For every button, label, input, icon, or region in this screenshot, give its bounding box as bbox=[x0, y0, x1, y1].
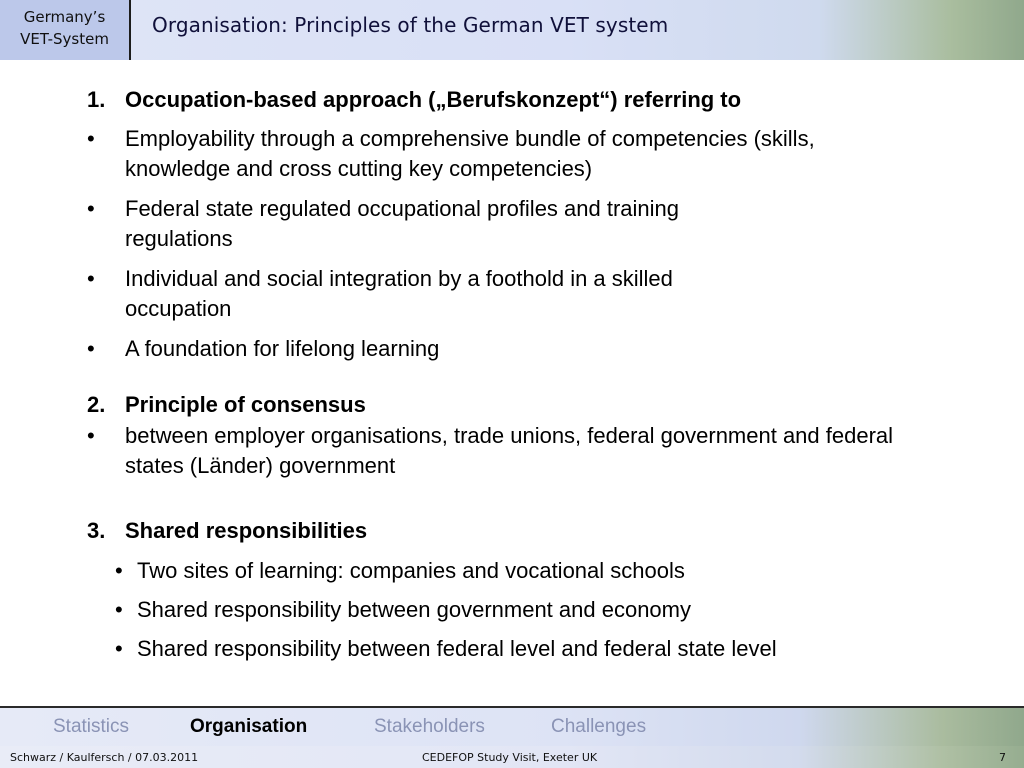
nav-item-stakeholders[interactable]: Stakeholders bbox=[374, 716, 485, 737]
page-number: 7 bbox=[999, 751, 1006, 764]
bullet-icon: • bbox=[115, 636, 123, 661]
bullet-icon: • bbox=[87, 336, 95, 361]
list-item bbox=[87, 421, 894, 481]
list-item-text: between employer organisations, trade unions, federal government and federal states (Länder) government bbox=[125, 423, 894, 478]
footer-event: CEDEFOP Study Visit, Exeter UK bbox=[422, 751, 598, 764]
nav-item-statistics[interactable]: Statistics bbox=[53, 716, 130, 737]
list-item bbox=[115, 556, 685, 586]
section-tag-line2: VET-System bbox=[20, 30, 109, 48]
section-1-number: 1. bbox=[87, 87, 106, 112]
slide-title: Organisation: Principles of the German VET system bbox=[152, 13, 669, 37]
nav-item-challenges[interactable]: Challenges bbox=[551, 716, 647, 737]
section-1-heading bbox=[87, 87, 741, 113]
bullet-icon: • bbox=[87, 126, 95, 151]
list-item-text: Employability through a comprehensive bundle of competencies (skills, knowledge and cross cutting key competencies) bbox=[125, 126, 815, 181]
slide-header bbox=[0, 0, 1024, 60]
bullet-icon: • bbox=[115, 597, 123, 622]
list-item-text: Two sites of learning: companies and vocational schools bbox=[137, 558, 685, 583]
section-tag bbox=[0, 0, 131, 60]
section-1-title: Occupation-based approach („Berufskonzept“) referring to bbox=[125, 87, 742, 112]
list-item bbox=[115, 595, 691, 625]
list-item-text: Individual and social integration by a foothold in a skilled occupation bbox=[125, 266, 673, 321]
bullet-icon: • bbox=[115, 558, 123, 583]
bullet-icon: • bbox=[87, 423, 95, 448]
section-3-heading bbox=[87, 518, 367, 544]
section-3-number: 3. bbox=[87, 518, 106, 543]
list-item-text: Federal state regulated occupational profiles and training regulations bbox=[125, 196, 680, 251]
section-3-title: Shared responsibilities bbox=[125, 518, 368, 543]
list-item bbox=[115, 634, 777, 664]
nav-item-organisation[interactable]: Organisation bbox=[190, 716, 308, 737]
footer-author-date: Schwarz / Kaulfersch / 07.03.2011 bbox=[10, 751, 199, 764]
list-item-text: Shared responsibility between federal level and federal state level bbox=[137, 636, 777, 661]
list-item bbox=[87, 334, 887, 364]
list-item bbox=[87, 194, 887, 254]
list-item-text: A foundation for lifelong learning bbox=[125, 336, 440, 361]
slide-footer bbox=[0, 746, 1024, 768]
bullet-icon: • bbox=[87, 196, 95, 221]
section-nav bbox=[0, 706, 1024, 746]
bullet-icon: • bbox=[87, 266, 95, 291]
list-item bbox=[87, 124, 887, 184]
section-2-heading bbox=[87, 392, 366, 418]
section-2-title: Principle of consensus bbox=[125, 392, 366, 417]
section-2-number: 2. bbox=[87, 392, 106, 417]
list-item-text: Shared responsibility between government and economy bbox=[137, 597, 691, 622]
list-item bbox=[87, 264, 887, 324]
section-tag-line1: Germany’s bbox=[23, 8, 106, 26]
